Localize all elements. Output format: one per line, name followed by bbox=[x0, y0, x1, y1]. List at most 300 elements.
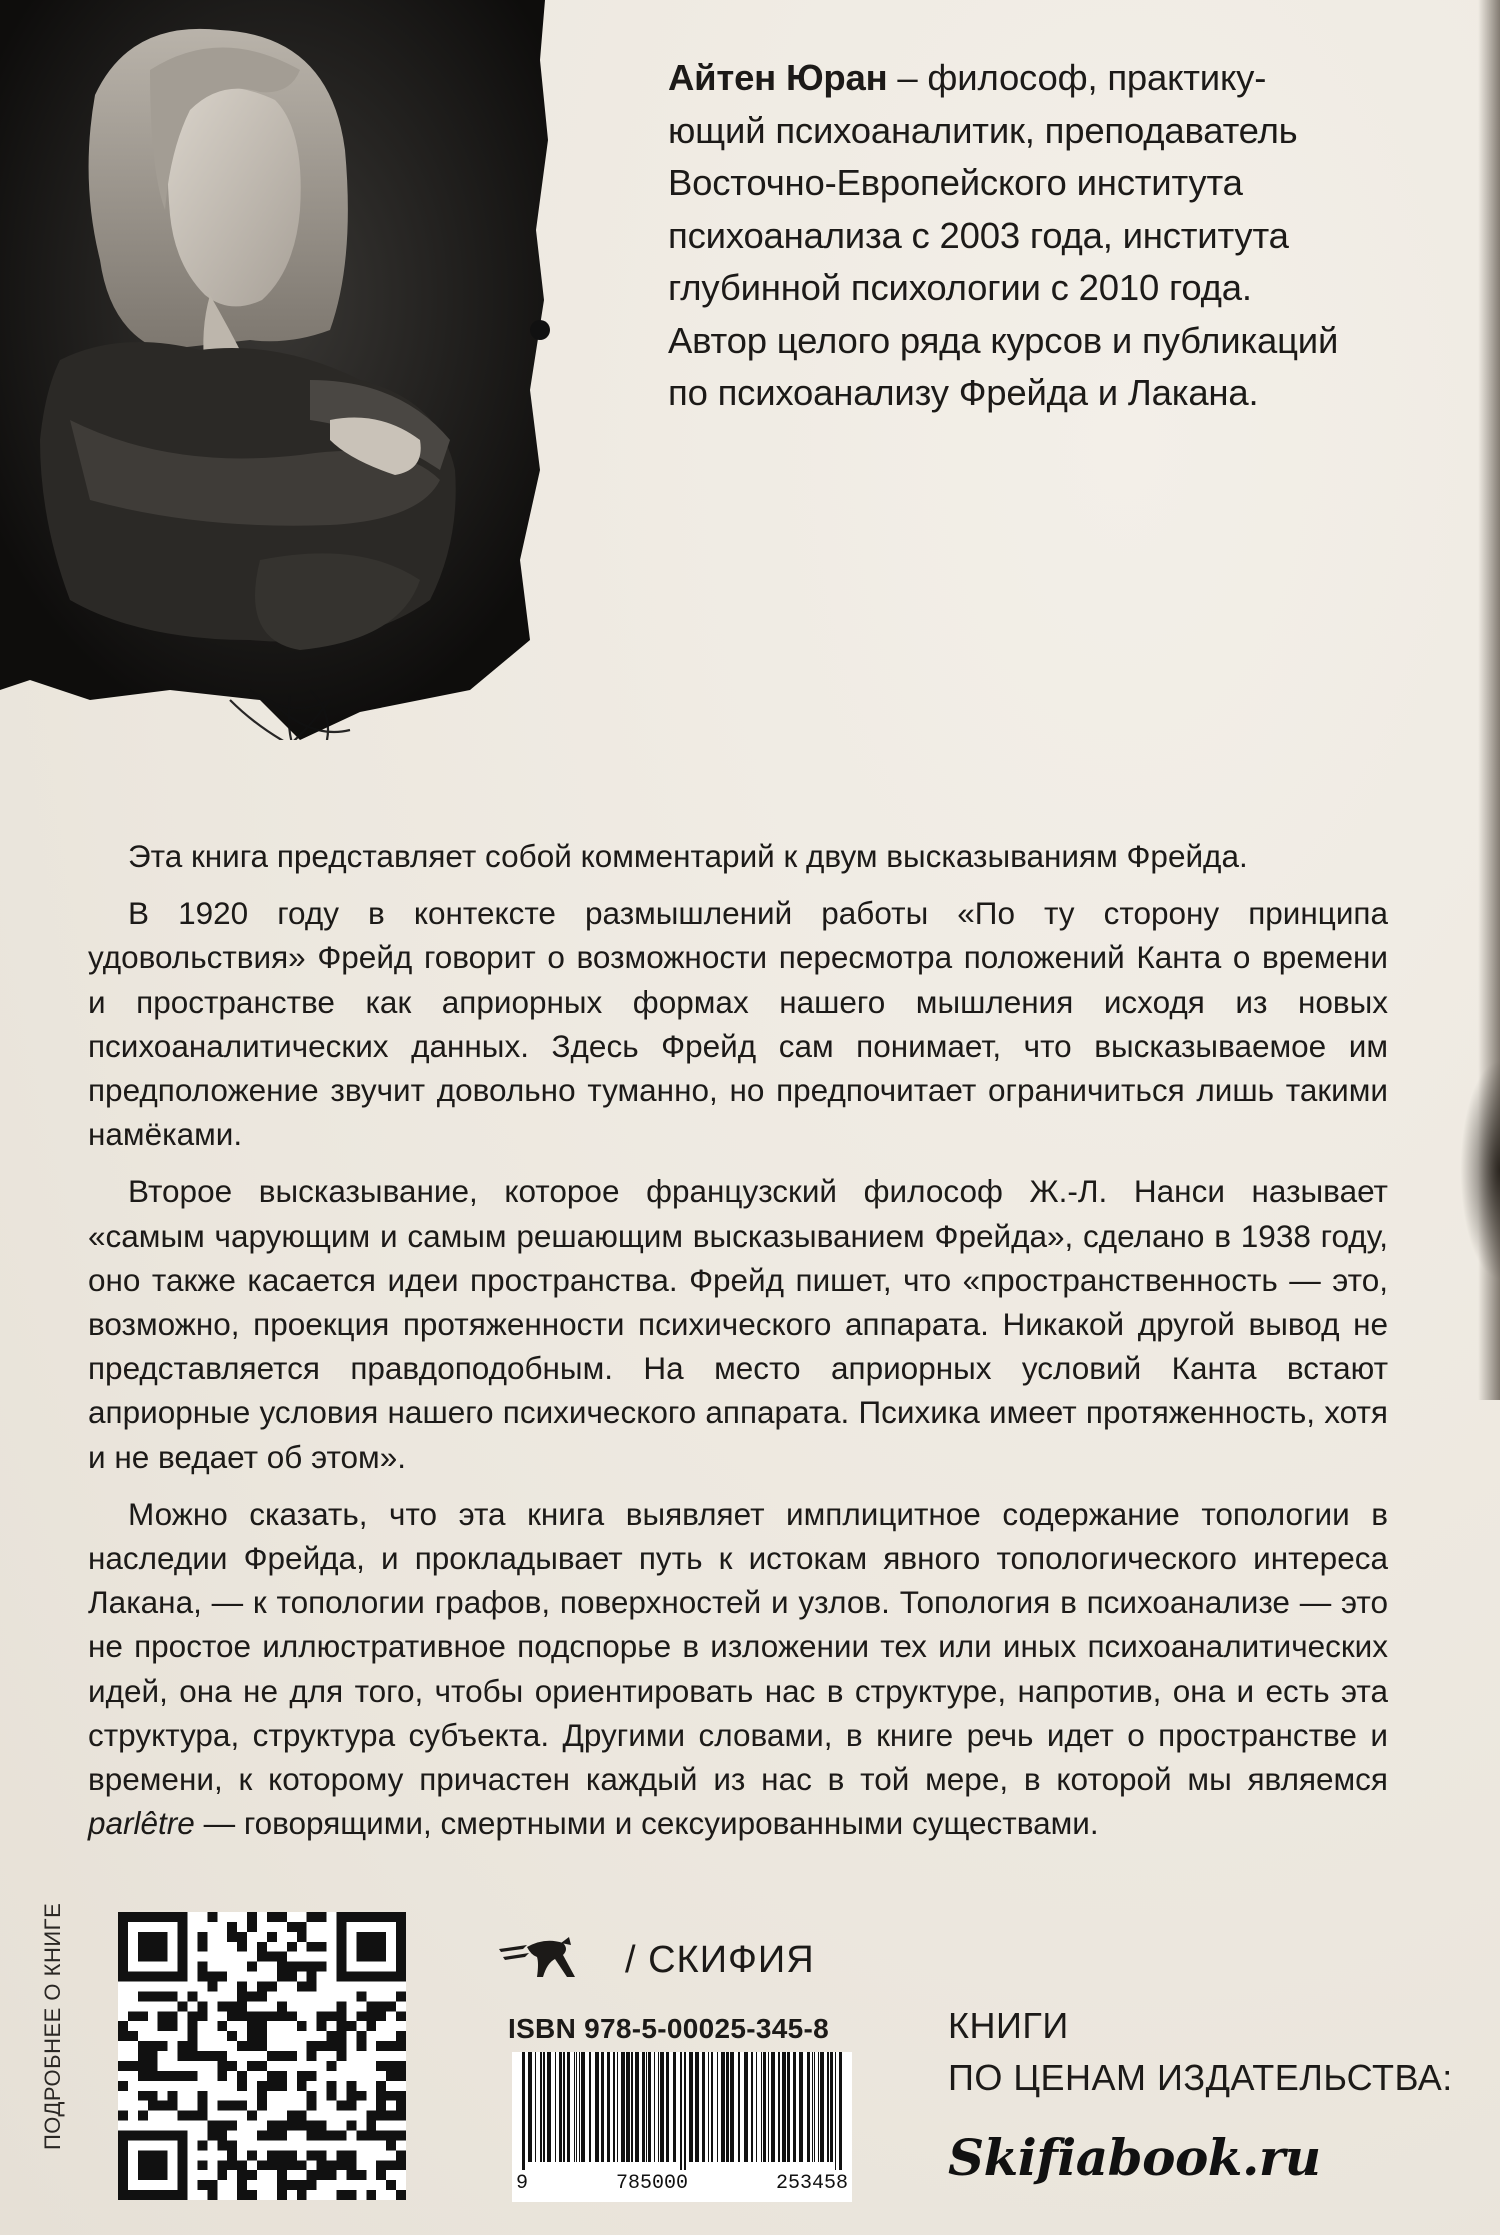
barcode-digit-group-1: 785000 bbox=[615, 2172, 688, 2195]
barcode-bar bbox=[607, 2052, 610, 2162]
qr-module bbox=[207, 2051, 217, 2061]
qr-code[interactable] bbox=[118, 1912, 406, 2200]
barcode-bar bbox=[631, 2052, 633, 2162]
barcode-bar bbox=[830, 2052, 833, 2162]
qr-module bbox=[386, 2140, 396, 2150]
qr-module bbox=[287, 1972, 297, 1982]
qr-module bbox=[237, 2101, 247, 2111]
qr-module bbox=[138, 2091, 148, 2101]
qr-module bbox=[376, 2130, 386, 2140]
author-name: Айтен Юран bbox=[668, 57, 888, 98]
qr-module bbox=[217, 1972, 227, 1982]
qr-module bbox=[327, 2031, 337, 2041]
qr-module bbox=[376, 2111, 386, 2121]
description-p4-italic-term: parlêtre bbox=[88, 1805, 195, 1842]
qr-module bbox=[217, 2121, 227, 2131]
qr-module bbox=[287, 2121, 297, 2131]
qr-module bbox=[317, 2121, 327, 2131]
qr-module bbox=[197, 2051, 207, 2061]
barcode-bar bbox=[626, 2052, 630, 2162]
promo-line-2: ПО ЦЕНАМ ИЗДАТЕЛЬСТВА: bbox=[948, 2057, 1453, 2098]
qr-module bbox=[148, 2061, 158, 2071]
qr-module bbox=[356, 2091, 366, 2101]
qr-module bbox=[197, 1962, 207, 1972]
qr-module bbox=[138, 2061, 148, 2071]
qr-module bbox=[217, 2051, 227, 2061]
qr-module bbox=[386, 2061, 396, 2071]
barcode-bar bbox=[635, 2052, 639, 2162]
qr-module bbox=[257, 2160, 267, 2170]
description-p4-part-2: — говорящими, смертными и сексуированными существами. bbox=[194, 1805, 1099, 1842]
qr-module bbox=[118, 2021, 128, 2031]
qr-module bbox=[277, 2170, 287, 2180]
qr-module bbox=[197, 2180, 207, 2190]
qr-finder-pattern bbox=[138, 1932, 168, 1962]
qr-module bbox=[257, 2091, 267, 2101]
barcode-bar bbox=[730, 2052, 734, 2162]
qr-module bbox=[158, 1991, 168, 2001]
qr-module bbox=[227, 2150, 237, 2160]
qr-module bbox=[396, 2111, 406, 2121]
qr-module bbox=[267, 2011, 277, 2021]
qr-module bbox=[178, 2111, 188, 2121]
qr-module bbox=[356, 1991, 366, 2001]
qr-module bbox=[396, 2130, 406, 2140]
qr-module bbox=[346, 2190, 356, 2200]
qr-module bbox=[237, 2011, 247, 2021]
book-description bbox=[88, 834, 1388, 1858]
barcode-bar bbox=[528, 2052, 532, 2162]
qr-module bbox=[277, 2081, 287, 2091]
barcode-bar bbox=[744, 2052, 748, 2162]
qr-module bbox=[346, 2160, 356, 2170]
qr-module bbox=[277, 2180, 287, 2190]
bio-line-3: Восточно-Европейского института bbox=[668, 162, 1243, 203]
barcode-bar bbox=[673, 2052, 676, 2162]
qr-module bbox=[247, 1922, 257, 1932]
qr-module bbox=[327, 2011, 337, 2021]
qr-module bbox=[376, 2011, 386, 2021]
qr-module bbox=[287, 2111, 297, 2121]
qr-module bbox=[227, 2160, 237, 2170]
qr-module bbox=[307, 1982, 317, 1992]
description-paragraph-4 bbox=[88, 1492, 1388, 1846]
barcode-bar bbox=[835, 2052, 836, 2172]
qr-module bbox=[227, 2101, 237, 2111]
barcode-bar bbox=[782, 2052, 786, 2162]
barcode-bar bbox=[814, 2052, 815, 2162]
qr-module bbox=[336, 2101, 346, 2111]
qr-module bbox=[128, 2011, 138, 2021]
qr-module bbox=[307, 2150, 317, 2160]
qr-module bbox=[366, 2021, 376, 2031]
qr-module bbox=[257, 2021, 267, 2031]
qr-module bbox=[148, 2051, 158, 2061]
promo-website-link[interactable]: Skifiabook.ru bbox=[948, 2128, 1321, 2187]
qr-module bbox=[217, 2071, 227, 2081]
qr-module bbox=[346, 2101, 356, 2111]
barcode-bar bbox=[721, 2052, 725, 2162]
qr-module bbox=[396, 2011, 406, 2021]
bio-line-1 bbox=[668, 52, 1388, 105]
qr-module bbox=[297, 2160, 307, 2170]
qr-module bbox=[138, 2011, 148, 2021]
qr-module bbox=[158, 2021, 168, 2031]
qr-module bbox=[277, 2121, 287, 2131]
qr-module bbox=[118, 2061, 128, 2071]
qr-module bbox=[257, 1991, 267, 2001]
qr-module bbox=[386, 2130, 396, 2140]
qr-module bbox=[277, 2071, 287, 2081]
barcode-bar bbox=[711, 2052, 713, 2162]
author-portrait-image bbox=[0, 0, 550, 740]
qr-module bbox=[297, 2190, 307, 2200]
qr-module bbox=[188, 2021, 198, 2031]
qr-module bbox=[237, 2071, 247, 2081]
qr-module bbox=[237, 1991, 247, 2001]
qr-module bbox=[376, 2081, 386, 2091]
qr-module bbox=[168, 2021, 178, 2031]
qr-module bbox=[317, 2170, 327, 2180]
qr-module bbox=[267, 2160, 277, 2170]
qr-module bbox=[396, 2071, 406, 2081]
qr-module bbox=[396, 1991, 406, 2001]
qr-module bbox=[207, 1982, 217, 1992]
barcode-bar bbox=[613, 2052, 615, 2162]
qr-module bbox=[178, 2051, 188, 2061]
qr-module bbox=[257, 1952, 267, 1962]
qr-module bbox=[128, 2061, 138, 2071]
qr-module bbox=[356, 2041, 366, 2051]
qr-module bbox=[317, 2150, 327, 2160]
qr-module bbox=[188, 1991, 198, 2001]
qr-module bbox=[336, 2031, 346, 2041]
barcode-bar bbox=[654, 2052, 655, 2162]
barcode-bar bbox=[787, 2052, 790, 2162]
qr-module bbox=[158, 2071, 168, 2081]
qr-module bbox=[247, 1962, 257, 1972]
qr-module bbox=[217, 2061, 227, 2071]
bio-line-5: глубинной психологии с 2010 года. bbox=[668, 267, 1252, 308]
promo-text bbox=[948, 2000, 1453, 2104]
qr-module bbox=[307, 1972, 317, 1982]
qr-module bbox=[257, 1982, 267, 1992]
qr-module bbox=[247, 2011, 257, 2021]
qr-module bbox=[346, 2021, 356, 2031]
qr-module bbox=[128, 2031, 138, 2041]
barcode-bar bbox=[648, 2052, 651, 2162]
barcode-bar bbox=[763, 2052, 766, 2162]
qr-module bbox=[267, 2130, 277, 2140]
qr-module bbox=[376, 2061, 386, 2071]
qr-module bbox=[158, 2011, 168, 2021]
qr-module bbox=[327, 2160, 337, 2170]
qr-module bbox=[307, 2101, 317, 2111]
qr-module bbox=[327, 2041, 337, 2051]
bio-line-7: по психоанализу Фрейда и Лакана. bbox=[668, 372, 1259, 413]
barcode-bar bbox=[522, 2052, 525, 2172]
qr-module bbox=[197, 2001, 207, 2011]
bio-line-4: психоанализа с 2003 года, института bbox=[668, 214, 1289, 256]
qr-module bbox=[207, 1912, 217, 1922]
qr-module bbox=[317, 1942, 327, 1952]
qr-module bbox=[336, 2011, 346, 2021]
qr-module bbox=[247, 2041, 257, 2051]
author-bio bbox=[668, 52, 1388, 420]
qr-module bbox=[267, 2071, 277, 2081]
qr-module bbox=[207, 2130, 217, 2140]
barcode-bar bbox=[793, 2052, 796, 2162]
qr-module bbox=[317, 1962, 327, 1972]
qr-module bbox=[197, 2160, 207, 2170]
description-p4-part-1: Можно сказать, что эта книга выявляет имплицитное содержание топологии в наследии Фрейда, и прокладывает путь к истокам явного топологического интереса Лакана, — к топологии графов, поверхностей и узлов. Топология в психоанализе — это не простое иллюстративное подспорье в изложении тех или иных психоаналитических идей, она не для того, чтобы ориентировать нас в структуре, напротив, она и есть эта структура, структура субъекта. Другими словами, в книге речь идет о пространстве и времени, к которому причастен каждый из нас в той мере, в которой мы являемся bbox=[88, 1495, 1388, 1798]
barcode-bar bbox=[563, 2052, 565, 2162]
barcode-bar bbox=[756, 2052, 757, 2162]
qr-module bbox=[346, 2121, 356, 2131]
qr-module bbox=[158, 2041, 168, 2051]
barcode-bar bbox=[574, 2052, 575, 2162]
qr-module bbox=[297, 2021, 307, 2031]
qr-module bbox=[237, 2190, 247, 2200]
qr-module bbox=[267, 2081, 277, 2091]
qr-module bbox=[148, 1991, 158, 2001]
qr-module bbox=[148, 2101, 158, 2111]
barcode-bar bbox=[547, 2052, 551, 2162]
qr-module bbox=[148, 2041, 158, 2051]
qr-module bbox=[197, 2101, 207, 2111]
qr-module bbox=[317, 2130, 327, 2140]
barcode-bar bbox=[567, 2052, 570, 2162]
qr-module bbox=[148, 2071, 158, 2081]
publisher-name: / СКИФИЯ bbox=[625, 1938, 815, 1981]
barcode-bar bbox=[660, 2052, 664, 2162]
barcode-bar bbox=[751, 2052, 753, 2162]
qr-module bbox=[396, 2101, 406, 2111]
qr-module bbox=[376, 2001, 386, 2011]
barcode-bar bbox=[684, 2052, 686, 2172]
qr-module bbox=[386, 2071, 396, 2081]
qr-module bbox=[197, 2011, 207, 2021]
barcode-bar bbox=[771, 2052, 775, 2162]
qr-module bbox=[327, 2170, 337, 2180]
publisher-logo-icon bbox=[497, 1933, 607, 1987]
qr-module bbox=[237, 1942, 247, 1952]
qr-module bbox=[307, 2091, 317, 2101]
barcode-bar bbox=[666, 2052, 669, 2162]
qr-module bbox=[257, 2101, 267, 2111]
qr-module bbox=[356, 2170, 366, 2180]
qr-module bbox=[227, 2121, 237, 2131]
qr-module bbox=[336, 2130, 346, 2140]
barcode-bar bbox=[708, 2052, 709, 2162]
qr-module bbox=[287, 1922, 297, 1932]
qr-module bbox=[336, 2001, 346, 2011]
qr-module bbox=[287, 1962, 297, 1972]
barcode-bars bbox=[512, 2052, 852, 2172]
qr-module bbox=[376, 2041, 386, 2051]
qr-module bbox=[227, 2011, 237, 2021]
qr-module bbox=[356, 2011, 366, 2021]
qr-module bbox=[307, 2051, 317, 2061]
qr-module bbox=[366, 2130, 376, 2140]
qr-module bbox=[237, 2180, 247, 2190]
qr-module bbox=[386, 2041, 396, 2051]
qr-module bbox=[307, 1962, 317, 1972]
qr-module bbox=[396, 2091, 406, 2101]
qr-module bbox=[168, 2091, 178, 2101]
qr-module bbox=[307, 2121, 317, 2131]
qr-module bbox=[267, 2150, 277, 2160]
qr-module bbox=[277, 2051, 287, 2061]
qr-module bbox=[376, 2160, 386, 2170]
publisher-block bbox=[497, 1930, 815, 1990]
qr-module bbox=[396, 2160, 406, 2170]
qr-module bbox=[138, 2051, 148, 2061]
qr-module bbox=[366, 2121, 376, 2131]
qr-module bbox=[277, 1912, 287, 1922]
qr-module bbox=[188, 2031, 198, 2041]
qr-module bbox=[346, 2150, 356, 2160]
qr-module bbox=[188, 2051, 198, 2061]
barcode-bar bbox=[695, 2052, 699, 2162]
bio-line-1-text: – философ, практику- bbox=[887, 57, 1267, 98]
barcode-bar bbox=[601, 2052, 604, 2162]
qr-module bbox=[307, 1912, 317, 1922]
qr-module bbox=[188, 2041, 198, 2051]
barcode-bar bbox=[807, 2052, 810, 2162]
qr-module bbox=[287, 1942, 297, 1952]
qr-module bbox=[267, 1932, 277, 1942]
qr-module bbox=[297, 1922, 307, 1932]
qr-module bbox=[237, 2160, 247, 2170]
barcode-bar bbox=[576, 2052, 577, 2162]
qr-module bbox=[327, 2061, 337, 2071]
qr-module bbox=[178, 2071, 188, 2081]
qr-module bbox=[227, 2001, 237, 2011]
qr-module bbox=[327, 2091, 337, 2101]
qr-module bbox=[168, 1991, 178, 2001]
qr-module bbox=[356, 2130, 366, 2140]
barcode-bar bbox=[839, 2052, 842, 2172]
qr-module bbox=[247, 2061, 257, 2071]
cover-edge-stain bbox=[1460, 1060, 1500, 1280]
qr-module bbox=[396, 2031, 406, 2041]
qr-module bbox=[207, 2190, 217, 2200]
qr-module bbox=[118, 2111, 128, 2121]
qr-module bbox=[197, 1932, 207, 1942]
qr-module bbox=[237, 2041, 247, 2051]
qr-module bbox=[247, 2031, 257, 2041]
qr-module bbox=[396, 2190, 406, 2200]
barcode-bar bbox=[761, 2052, 762, 2162]
barcode-digit-group-2: 253458 bbox=[775, 2172, 848, 2195]
barcode-bar bbox=[827, 2052, 829, 2162]
barcode-digits bbox=[512, 2170, 852, 2197]
barcode-bar bbox=[646, 2052, 647, 2162]
qr-module bbox=[386, 2091, 396, 2101]
qr-module bbox=[277, 2011, 287, 2021]
qr-module bbox=[366, 2111, 376, 2121]
qr-module bbox=[197, 2111, 207, 2121]
qr-module bbox=[356, 2031, 366, 2041]
barcode-bar bbox=[617, 2052, 618, 2162]
qr-module bbox=[227, 2061, 237, 2071]
qr-module bbox=[317, 1912, 327, 1922]
qr-module bbox=[327, 2081, 337, 2091]
description-paragraph-1: Эта книга представляет собой комментарий к двум высказываниям Фрейда. bbox=[128, 838, 1248, 874]
qr-module bbox=[118, 2081, 128, 2091]
qr-module bbox=[197, 1942, 207, 1952]
qr-vertical-label: ПОДРОБНЕЕ О КНИГЕ bbox=[40, 1902, 65, 2150]
barcode-bar bbox=[579, 2052, 580, 2162]
qr-module bbox=[297, 2081, 307, 2091]
bio-line-2: ющий психоаналитик, преподаватель bbox=[668, 109, 1298, 151]
barcode-bar bbox=[581, 2052, 585, 2162]
qr-module bbox=[327, 2130, 337, 2140]
qr-module bbox=[247, 1991, 257, 2001]
qr-module bbox=[277, 1962, 287, 1972]
qr-module bbox=[396, 2061, 406, 2071]
qr-module bbox=[237, 1982, 247, 1992]
qr-module bbox=[386, 2111, 396, 2121]
qr-module bbox=[267, 1982, 277, 1992]
qr-module bbox=[217, 2170, 227, 2180]
qr-module bbox=[376, 2101, 386, 2111]
qr-module bbox=[118, 2031, 128, 2041]
qr-module bbox=[317, 2041, 327, 2051]
description-paragraph-2: В 1920 году в контексте размышлений работы «По ту сторону принципа удовольствия» Фрейд говорит о возможности пересмотра положений Канта о времени и пространстве как априорных формах нашего мышления исходя из новых психоаналитических данных. Здесь Фрейд сам понимает, что высказываемое им предположение звучит довольно туманно, но предпочитает ограничиться лишь такими намёками. bbox=[88, 895, 1388, 1153]
qr-module bbox=[247, 1912, 257, 1922]
barcode-bar bbox=[702, 2052, 705, 2162]
barcode-bar bbox=[543, 2052, 545, 2162]
qr-module bbox=[217, 2160, 227, 2170]
qr-module bbox=[188, 2011, 198, 2021]
qr-module bbox=[336, 2041, 346, 2051]
qr-module bbox=[317, 2021, 327, 2031]
qr-module bbox=[366, 2190, 376, 2200]
barcode-bar bbox=[812, 2052, 813, 2162]
qr-module bbox=[366, 2011, 376, 2021]
qr-module bbox=[227, 2031, 237, 2041]
qr-module bbox=[237, 2001, 247, 2011]
qr-module bbox=[267, 2121, 277, 2131]
barcode-bar bbox=[768, 2052, 769, 2162]
qr-module bbox=[158, 2101, 168, 2111]
qr-module bbox=[227, 1922, 237, 1932]
qr-module bbox=[336, 2051, 346, 2061]
qr-finder-pattern bbox=[138, 2150, 168, 2180]
qr-module bbox=[188, 2071, 198, 2081]
author-photo bbox=[0, 0, 550, 740]
qr-module bbox=[237, 2170, 247, 2180]
qr-module bbox=[257, 2081, 267, 2091]
qr-module bbox=[386, 2160, 396, 2170]
qr-module bbox=[297, 1932, 307, 1942]
qr-module bbox=[247, 2150, 257, 2160]
qr-module bbox=[237, 2081, 247, 2091]
qr-module bbox=[277, 2190, 287, 2200]
qr-module bbox=[346, 2170, 356, 2180]
barcode-bar bbox=[595, 2052, 599, 2162]
qr-module bbox=[247, 2190, 257, 2200]
qr-module bbox=[257, 2041, 267, 2051]
qr-module bbox=[336, 2021, 346, 2031]
description-paragraph-3: Второе высказывание, которое французский философ Ж.-Л. Нанси называет «самым чарующим и самым решающим высказыванием Фрейда», сделано в 1938 году, оно также касается идеи пространства. Фрейд пишет, что «пространственность — это, возможно, проекция протяженности психического аппарата. Никакой другой вывод не представляется правдоподобным. На место априорных условий Канта встают априорные условия нашего психического аппарата. Психика имеет протяженность, хотя и не ведает об этом». bbox=[88, 1173, 1388, 1475]
qr-module bbox=[346, 2081, 356, 2091]
barcode-digit-prefix: 9 bbox=[516, 2172, 529, 2195]
qr-module bbox=[336, 2150, 346, 2160]
qr-module bbox=[237, 1932, 247, 1942]
